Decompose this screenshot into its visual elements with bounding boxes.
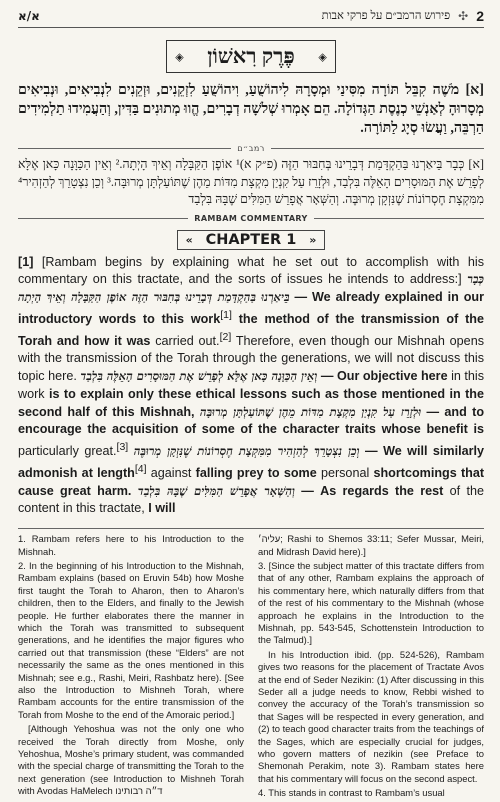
chapter-label-box <box>18 229 484 250</box>
divider-line <box>271 148 484 149</box>
commentary-plain: Therefore, even though our Mishnah opens with the transmission of the Torah through the generations, we will not discuss this topic here. <box>18 333 484 384</box>
hebrew-quote: וְהַשְּׁאָר אֲפָרֵשׁ הַמִּלִּים שֶׁבָּהּ בִּלְבַד <box>137 483 295 498</box>
commentary-plain: personal <box>320 465 370 480</box>
footnote: In his Introduction ibid. (pp. 524-526), Rambam gives two reasons for the placement of Tractate Avos at the end of Seder Nezikin: (1) After discussing in this Seder all a judge needs to know, Rebbi wished to convey the accuracy of the Torah’s transmission so that Sages will be respected in every generation, and (2) to teach good character traits from the teachings of the Sages, which are especially crucial for judges, who govern matters of nezikin (see Preface to Shemonah Perakim, note 3). Rambam states here that his commentary will focus on the second aspect. <box>258 648 484 784</box>
divider-line <box>314 218 484 219</box>
ornament-icon: ✣ <box>458 8 469 23</box>
commentary-plain: carried out. <box>155 333 220 348</box>
commentary-label: RAMBAM COMMENTARY <box>194 213 308 223</box>
footnote: 4. This stands in contrast to Rambam’s usual <box>258 787 445 799</box>
chapter-heading <box>18 40 484 73</box>
commentary-bold: the method of the transmission of the Torah and how it was <box>18 311 484 348</box>
commentary-intro: [Rambam begins by explaining what he set out to accomplish with his commentary on this tractate, and the sorts of issues he intends to address:] <box>18 254 484 287</box>
header-rule <box>18 27 484 28</box>
footnote: 1. Rambam refers here to his Introduction to the Mishnah. <box>18 533 244 557</box>
footnote-ref[interactable]: [2] <box>219 330 232 343</box>
ornament-right-icon: ◈ <box>318 51 327 63</box>
running-header <box>18 8 484 24</box>
chapter-heading-text: פֶּרֶק רִאשׁוֹן <box>207 44 295 68</box>
commentary-bold: I will <box>148 501 176 516</box>
footnote: 2. In the beginning of his Introduction to the Mishnah, Rambam explains (based on Eruvin 54b) how Moshe first taught the Torah to Aharon, then to Aharon’s children, then to the Elders, and finally to the Jewish people. He further elaborates there the manner in which the Torah was transmitted to subsequent generations, and he identifies the major figures who carried out that transmission (these “Elders” are not necessarily the same as the ones mentioned in this Mishnah; see e.g., Rashi, Meiri, Rashbatz here). [See also the Introduction to Mishneh Torah, where Rambam accounts for the entire transmission of the Torah from Moshe to the end of the Amoraic period.] <box>18 559 244 720</box>
page <box>18 8 484 802</box>
commentary-divider <box>18 214 484 223</box>
page-number: 2 <box>476 8 484 24</box>
commentary-bold: — We already explained in our introductory words to this work <box>18 289 485 326</box>
double-arrow-left-icon: « <box>185 233 193 246</box>
commentary-bold: falling prey to some <box>195 465 317 480</box>
chapter-label: CHAPTER 1 <box>205 231 297 248</box>
divider-line <box>18 218 188 219</box>
footnote-rule <box>18 528 484 529</box>
section-marker: א/א <box>18 9 40 23</box>
mishnah-text: [א] מֹשֶׁה קִבֵּל תּוֹרָה מִסִּינַי וּמְסָרָהּ לִיהוֹשֻׁעַ, וִיהוֹשֻׁעַ לִזְקֵנִים, וּזְקֵנִים לִנְבִיאִים, וּנְבִיאִים מְסָרוּהָ לְאַנְשֵׁי כְנֶסֶת הַגְּדוֹלָה. הֵם אָמְרוּ שְׁלשָׁה דְבָרִים, הֱווּ מְתוּנִים בַּדִּין, וְהַעֲמִידוּ תַלְמִידִים הַרְבֵּה, וַעֲשׂוּ סְיָג לַתּוֹרָה. <box>18 82 484 136</box>
footnote-ref[interactable]: [3] <box>116 440 129 453</box>
footnote: [Although Yehoshua was not the only one who received the Torah directly from Moshe, only Yehoshua, Moshe’s primary student, was commanded with the special charge of transmitting the Torah to the next generation (see Introduction to Mishneh Torah with Avodas HaMelech ד״ה רבותינו <box>18 723 244 797</box>
footnote-column-right <box>258 533 484 802</box>
chapter-heading-box <box>166 40 336 73</box>
ornament-left-icon: ◈ <box>175 51 184 63</box>
header-right <box>322 8 484 24</box>
rambam-label: רמב״ם <box>237 144 265 153</box>
chapter-label-frame <box>177 230 326 250</box>
rambam-divider <box>18 144 484 153</box>
hebrew-quote: כְּבָר בֵּיאַרְנוּ בַּהַקְדָּמַת דְּבָרֵינוּ בְּחִבּוּר הַזֶּה אוֹפֶן הַקַּבָּלָה וְאֵיךְ הָיְתָה <box>18 272 484 304</box>
hebrew-quote: וּלְזָרֵז עַל קִנְיַן מִקְצָת מִדּוֹת מֵהֶן שֶׁתּוֹעַלְתָּן מְרוּבָּה <box>199 404 422 419</box>
footnote: 3. [Since the subject matter of this tractate differs from that of any other, Rambam explains the approach of his commentary here, which naturally differs from that of the rest of his commentary to the Mishnah (whose approach he explains in the Introduction to the Mishnah, pp. 543-545, Schottenstein Introduction to the Talmud).] <box>258 559 484 646</box>
footnote-ref[interactable]: [1] <box>220 308 232 321</box>
divider-line <box>18 148 231 149</box>
rambam-text: [א] כְּבָר בֵּיאַרְנוּ בַּהַקְדָּמַת דְּבָרֵינוּ בְּחִבּוּר הַזֶּה (פ״ק א)¹ אוֹפֶן הַקַּבָּלָה וְאֵיךְ הָיְתָה.² וְאֵין הַכַּוָּנָה כָּאן אֶלָּא לְפָרֵשׁ אֶת הַמּוּסָרִים הָאֵלֶּה בִּלְבַד, וּלְזָרֵז עַל קִנְיַן מִקְצָת מִדּוֹת מֵהֶן שֶׁתּוֹעַלְתָּן מְרוּבָּה.³ וְכֵן נִצְטָרֵךְ לְהַזְהִיר⁴ מִמִּקְצָת חֶסְרוֹנוֹת שֶׁנִּזְקָן מְרוּבֶּה. וְהַשְּׁאָר אֲפָרֵשׁ הַמִּלִּים שֶׁבָּהּ בִּלְבַד <box>18 157 485 206</box>
commentary-plain: particularly great. <box>18 444 117 459</box>
commentary-bold: shortcomings that cause great harm. <box>18 465 485 498</box>
footnote-ref[interactable]: [4] <box>134 462 147 475</box>
hebrew-quote: וְכֵן נִצְטָרֵךְ לְהַזְהִיר מִמִּקְצָת חֶסְרוֹנוֹת שֶׁנִּזְקָן מְרוּבֶּה <box>133 444 360 459</box>
double-arrow-right-icon: » <box>309 233 317 246</box>
commentary-bold: is to explain only these ethical lessons such as those mentioned in the second half of this Mishnah, <box>18 386 485 419</box>
commentary-plain: of the content <box>18 483 484 516</box>
running-title: פירוש הרמב״ם על פרקי אבות <box>321 10 451 22</box>
footnotes <box>18 533 484 802</box>
commentary-plain: against <box>150 465 192 480</box>
commentary-bold: — As regards the rest <box>301 483 444 498</box>
commentary-bold: — and to encourage the acquisition of some of the character traits whose benefit is <box>18 404 485 437</box>
footnote-column-left <box>18 533 244 802</box>
commentary-body <box>18 254 484 519</box>
commentary-bold: — We will similarly admonish at length <box>18 444 485 480</box>
commentary-paragraph <box>18 254 484 519</box>
commentary-plain: in this tractate, <box>62 501 145 516</box>
commentary-bold: — Our objective here <box>320 369 448 384</box>
hebrew-quote: וְאֵין הַכַּוָּנָה כָּאן אֶלָּא לְפָרֵשׁ אֶת הַמּוּסָרִים הָאֵלֶּה בִּלְבַד <box>80 369 318 384</box>
footnote: עליה׳; Rashi to Shemos 33:11; Sefer Mussar, Meiri, and Midrash David here).] <box>258 533 484 557</box>
commentary-plain: in this work <box>18 369 485 401</box>
paragraph-number: [1] <box>18 254 34 269</box>
